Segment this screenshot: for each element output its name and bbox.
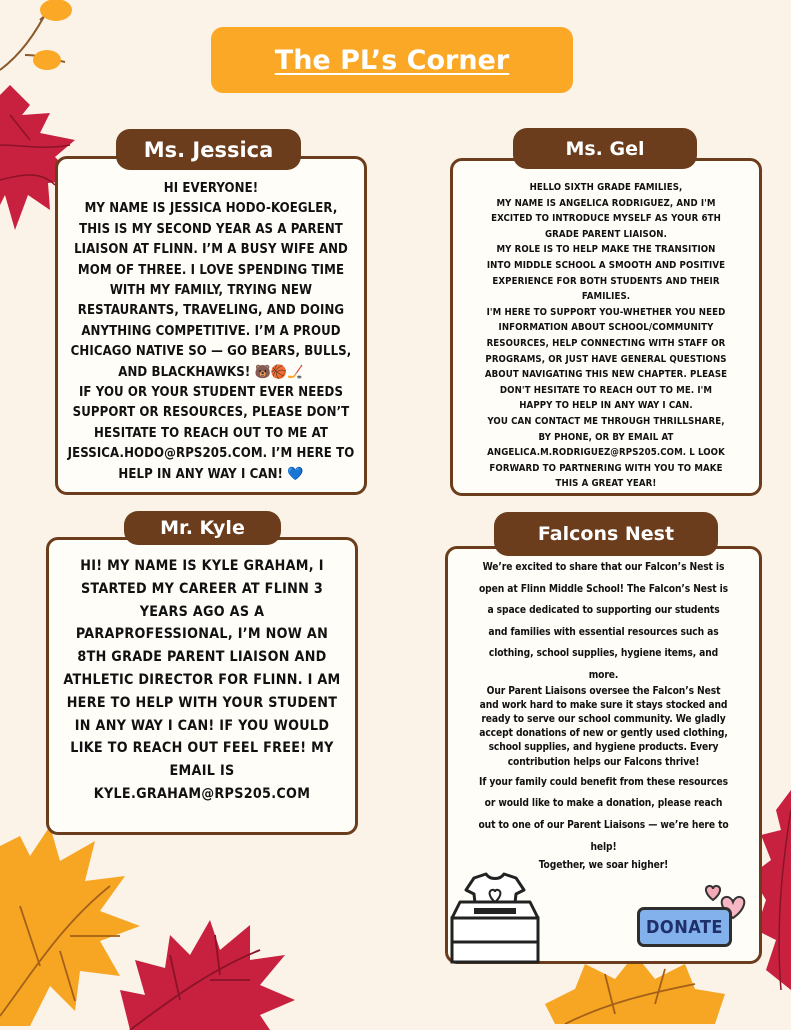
gel-bio: HELLO SIXTH GRADE FAMILIES, MY NAME IS ANGELICA RODRIGUEZ, AND I'M EXCITED TO INTRODUCE MYSELF AS YOUR 6TH GRADE PARENT LIAISON. MY ROLE IS TO HELP MAKE THE TRANSITION INTO MIDDLE SCHOOL A SMOOTH AND POSITIVE EXPERIENCE FOR BOTH STUDENTS AND THEIR FAMILIES. I'M HERE TO SUPPORT YOU-WHETHER YOU NEED INFORMATION ABOUT SCHOOL/COMMUNITY RESOURCES, HELP CONNECTING WITH STAFF OR PROGRAMS, OR JUST HAVE GENERAL QUESTIONS ABOUT NAVIGATING THIS NEW CHAPTER. PLEASE DON'T HESITATE TO REACH OUT TO ME. I'M HAPPY TO HELP IN ANY WAY I CAN. YOU CAN CONTACT ME THROUGH THRILLSHARE, BY PHONE, OR BY EMAIL AT ANGELICA.M.RODRIGUEZ@RPS205.COM. L LOOK FORWARD TO PARTNERING WITH YOU TO MAKE THIS A GREAT YEAR! <box>484 182 728 490</box>
nest-paragraph-1: We’re excited to share that our Falcon’s Nest is open at Flinn Middle School! The Falcon’s Nest is a space dedicated to supporting our students and families with essential resources such as clothing, school supplies, hygiene items, and more. <box>478 562 729 681</box>
card-ms-jessica <box>55 156 367 495</box>
page-title: The PL’s Corner <box>274 44 510 76</box>
nest-paragraph-3: If your family could benefit from these resources or would like to make a donation, please reach out to one of our Parent Liaisons — we’re here to help! <box>478 776 729 853</box>
donate-sign <box>637 907 732 947</box>
branch-top-left-decoration <box>0 0 90 90</box>
nest-closing: Together, we soar higher! <box>538 860 669 872</box>
tab-falcons-nest: Falcons Nest <box>494 512 718 556</box>
nest-paragraph-2: Our Parent Liaisons oversee the Falcon’s Nest and work hard to make sure it stays stocked and ready to serve our school community. We gladly accept donations of new or gently used clothing, school supplies, and hygiene products. Every contribution helps our Falcons thrive! <box>479 685 728 768</box>
card-mr-kyle <box>46 537 358 835</box>
donation-box-icon <box>448 872 548 964</box>
kyle-bio: HI! MY NAME IS KYLE GRAHAM, I STARTED MY CAREER AT FLINN 3 YEARS AGO AS A PARAPROFESSIONAL, I’M NOW AN 8TH GRADE PARENT LIAISON AND ATHLETIC DIRECTOR FOR FLINN. I AM HERE TO HELP WITH YOUR STUDENT IN ANY WAY I CAN! IF YOU WOULD LIKE TO REACH OUT FEEL FREE! MY EMAIL IS KYLE.GRAHAM@RPS205.COM <box>63 558 341 802</box>
tab-ms-jessica: Ms. Jessica <box>116 129 301 170</box>
jessica-bio: HI EVERYONE! MY NAME IS JESSICA HODO-KOEGLER, THIS IS MY SECOND YEAR AS A PARENT LIAISON AT FLINN. I’M A BUSY WIFE AND MOM OF THREE. I LOVE SPENDING TIME WITH MY FAMILY, TRYING NEW RESTAURANTS, TRAVELING, AND DOING ANYTHING COMPETITIVE. I’M A PROUD CHICAGO NATIVE SO — GO BEARS, BULLS, AND BLACKHAWKS! 🐻🏀🏒 IF YOU OR YOUR STUDENT EVER NEEDS SUPPORT OR RESOURCES, PLEASE DON’T HESITATE TO REACH OUT TO ME AT JESSICA.HODO@RPS205.COM. I’M HERE TO HELP IN ANY WAY I CAN! 💙 <box>67 181 355 482</box>
tab-mr-kyle: Mr. Kyle <box>124 511 281 545</box>
card-ms-gel <box>450 158 762 496</box>
donate-label: DONATE <box>645 916 723 938</box>
page-title-banner <box>211 27 573 93</box>
orange-leaf-bottom-right-icon <box>545 954 725 1024</box>
tab-ms-gel: Ms. Gel <box>513 128 697 169</box>
red-leaf-bottom-left-icon <box>110 880 300 1030</box>
